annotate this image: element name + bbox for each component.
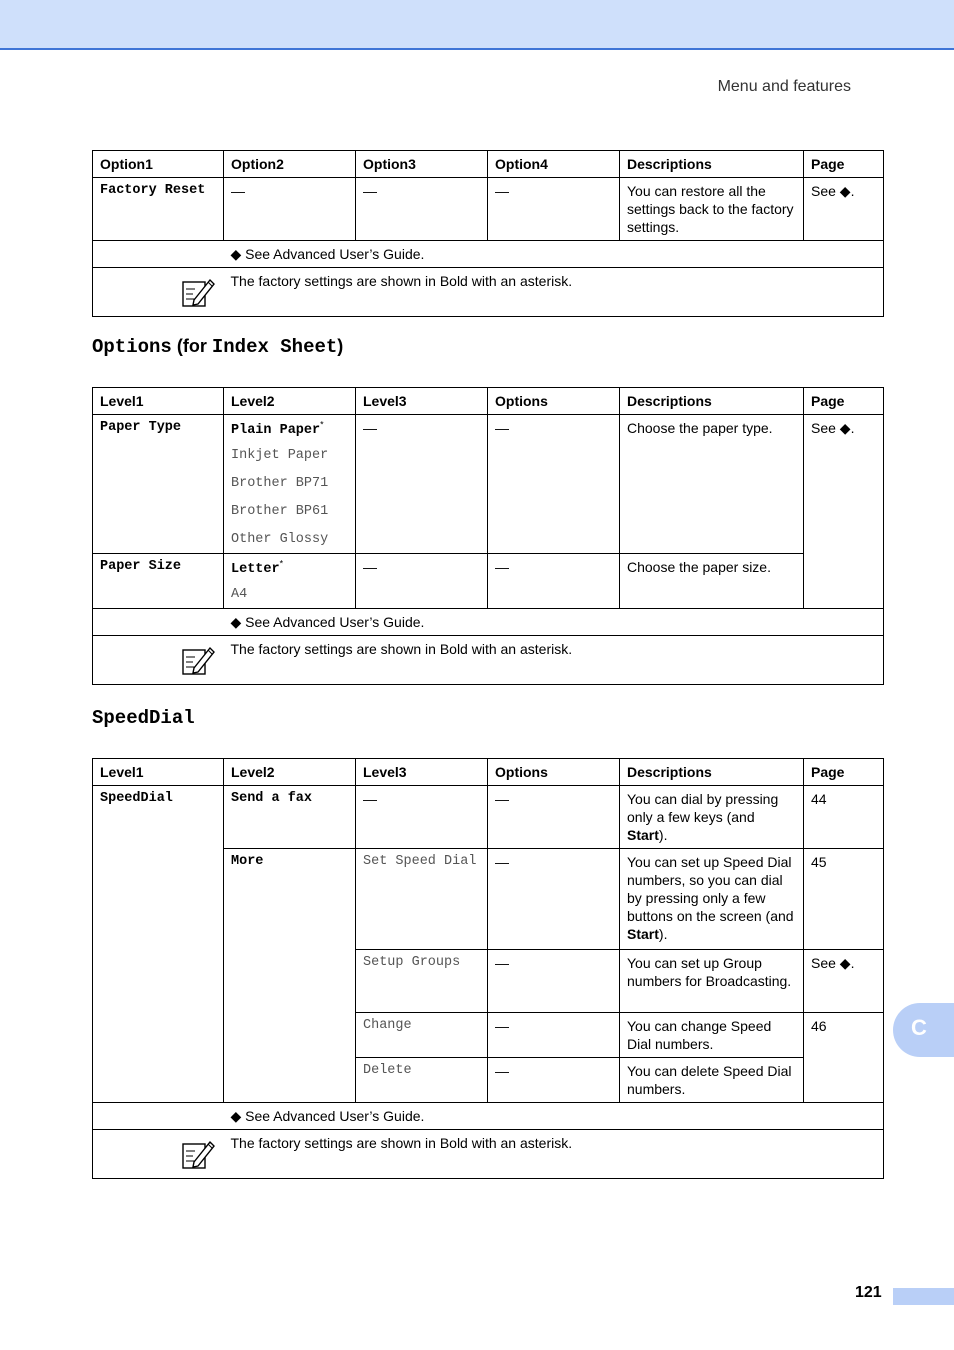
options-cell: — [488, 786, 620, 849]
options-cell: — [488, 950, 620, 1013]
col-header: Level1 [93, 388, 224, 415]
level2-cell: Plain Paper* Inkjet Paper Brother BP71 Brother BP61 Other Glossy [224, 415, 356, 554]
col-header: Option4 [488, 151, 620, 178]
table-row [93, 554, 884, 609]
options-cell: — [488, 554, 620, 609]
option4-cell: — [488, 178, 620, 241]
col-header: Option3 [356, 151, 488, 178]
page-cell: See ◆. [804, 178, 884, 241]
col-header: Option2 [224, 151, 356, 178]
table-row [93, 415, 884, 554]
factory-reset-table [92, 150, 884, 317]
speeddial-table [92, 758, 884, 1179]
note-icon-cell [93, 636, 224, 685]
table-row [93, 786, 884, 849]
note-row [93, 636, 884, 685]
level3-cell: — [356, 415, 488, 554]
table-row [93, 178, 884, 241]
level3-cell: Delete [356, 1058, 488, 1103]
note-text: The factory settings are shown in Bold with an asterisk. [224, 636, 884, 685]
description-cell: You can dial by pressing only a few keys (and Start). [620, 786, 804, 849]
chapter-tab: C [893, 1003, 954, 1057]
col-header: Level2 [224, 388, 356, 415]
col-header: Options [488, 388, 620, 415]
index-sheet-table [92, 387, 884, 685]
description-cell: You can change Speed Dial numbers. [620, 1013, 804, 1058]
level2-cell: Letter* A4 [224, 554, 356, 609]
col-header: Level2 [224, 759, 356, 786]
top-header-bar [0, 0, 954, 50]
description-cell: Choose the paper type. [620, 415, 804, 554]
note-icon-cell [93, 268, 224, 317]
page-cell: See ◆. [804, 415, 884, 609]
footnote-text: ◆ See Advanced User’s Guide. [224, 241, 884, 268]
col-header: Descriptions [620, 151, 804, 178]
footnote-row [93, 1103, 884, 1130]
footnote-row [93, 241, 884, 268]
col-header: Level1 [93, 759, 224, 786]
col-header: Page [804, 151, 884, 178]
note-pencil-icon [181, 1138, 215, 1174]
col-header: Options [488, 759, 620, 786]
note-pencil-icon [181, 644, 215, 680]
page-cell: 46 [804, 1013, 884, 1103]
note-pencil-icon [181, 276, 215, 312]
col-header: Page [804, 388, 884, 415]
level3-cell: Setup Groups [356, 950, 488, 1013]
note-text: The factory settings are shown in Bold with an asterisk. [224, 1130, 884, 1179]
page-cell: 44 [804, 786, 884, 849]
description-cell: Choose the paper size. [620, 554, 804, 609]
level1-cell: Paper Type [93, 415, 224, 554]
table-header-row [93, 388, 884, 415]
footnote-row [93, 609, 884, 636]
level1-cell: Paper Size [93, 554, 224, 609]
level2-cell: Send a fax [224, 786, 356, 849]
level1-cell: SpeedDial [93, 786, 224, 1103]
col-header: Option1 [93, 151, 224, 178]
level2-cell: More [224, 849, 356, 1103]
section-title-speeddial: SpeedDial [92, 707, 195, 729]
level3-cell: — [356, 554, 488, 609]
options-cell: — [488, 415, 620, 554]
col-header: Page [804, 759, 884, 786]
col-header: Level3 [356, 759, 488, 786]
options-cell: — [488, 1013, 620, 1058]
options-cell: — [488, 1058, 620, 1103]
description-cell: You can restore all the settings back to the factory settings. [620, 178, 804, 241]
options-cell: — [488, 849, 620, 950]
footnote-text: ◆ See Advanced User’s Guide. [224, 1103, 884, 1130]
col-header: Descriptions [620, 388, 804, 415]
footnote-text: ◆ See Advanced User’s Guide. [224, 609, 884, 636]
running-header: Menu and features [717, 78, 851, 95]
col-header: Descriptions [620, 759, 804, 786]
level3-cell: Change [356, 1013, 488, 1058]
option3-cell: — [356, 178, 488, 241]
col-header: Level3 [356, 388, 488, 415]
note-text: The factory settings are shown in Bold with an asterisk. [224, 268, 884, 317]
table-header-row [93, 151, 884, 178]
table-header-row [93, 759, 884, 786]
note-row [93, 1130, 884, 1179]
note-row [93, 268, 884, 317]
page-cell: See ◆. [804, 950, 884, 1013]
page-number: 121 [855, 1284, 882, 1301]
description-cell: You can delete Speed Dial numbers. [620, 1058, 804, 1103]
description-cell: You can set up Group numbers for Broadcasting. [620, 950, 804, 1013]
section-title-options-index-sheet: Options (for Index Sheet) [92, 336, 344, 358]
description-cell: You can set up Speed Dial numbers, so you can dial by pressing only a few buttons on the screen (and Start). [620, 849, 804, 950]
page-number-bar [893, 1288, 954, 1305]
option2-cell: — [224, 178, 356, 241]
page-cell: 45 [804, 849, 884, 950]
level3-cell: — [356, 786, 488, 849]
level3-cell: Set Speed Dial [356, 849, 488, 950]
option1-cell: Factory Reset [93, 178, 224, 241]
note-icon-cell [93, 1130, 224, 1179]
